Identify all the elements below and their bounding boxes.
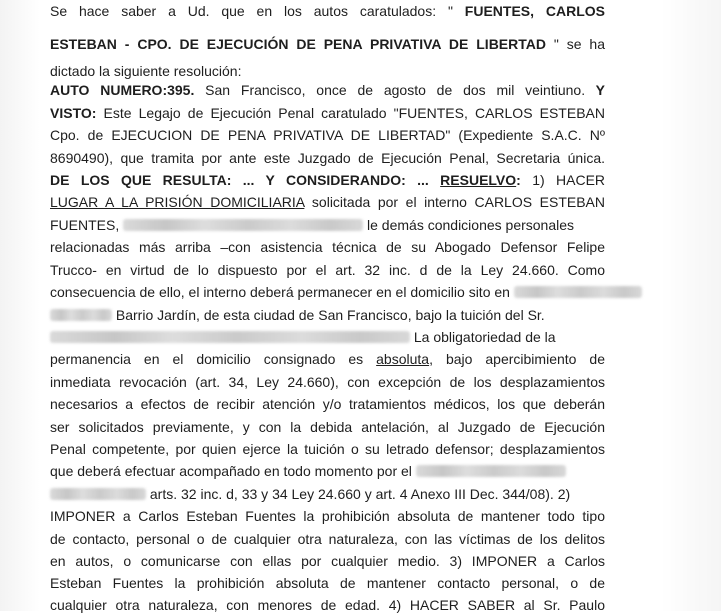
text-line: FUENTES, le demás condiciones personales <box>50 217 575 233</box>
text-line: en autos, o comunicarse con ellas por cualquier medio. 3) IMPONER a Carlos <box>50 553 605 569</box>
text-line: que deberá efectuar acompañado en todo momento por el <box>50 462 605 480</box>
redacted-block <box>50 309 112 321</box>
text-line: VISTO: Este Legajo de Ejecución Penal caratulado "FUENTES, CARLOS ESTEBAN <box>50 105 605 121</box>
redacted-block <box>416 465 566 477</box>
text-line: de contacto, personal o de cualquier otra naturaleza, con las víctimas de los delitos <box>50 531 605 547</box>
text-line: Trucco- en virtud de lo dispuesto por el art. 32 inc. d de la Ley 24.660. Como <box>50 262 605 278</box>
text-line: Penal competente, por quien ejerce la tuición o su letrado defensor; desplazamientos <box>50 441 605 457</box>
redacted-block <box>50 488 146 500</box>
text-line: dictado la siguiente resolución: <box>50 63 242 79</box>
text-line: La obligatoriedad de la <box>50 328 605 346</box>
text-line: inmediata revocación (art. 34, Ley 24.660), con excepción de los desplazamientos <box>50 374 605 390</box>
text-line: consecuencia de ello, el interno deberá permanecer en el domicilio sito en <box>50 283 605 301</box>
text-line: relacionadas más arriba –con asistencia técnica de su Abogado Defensor Felipe <box>50 239 605 255</box>
redacted-block <box>123 219 363 231</box>
text-line: IMPONER a Carlos Esteban Fuentes la prohibición absoluta de mantener todo tipo <box>50 508 605 524</box>
text-line: Barrio Jardín, de esta ciudad de San Francisco, bajo la tuición del Sr. <box>50 306 605 324</box>
text-line: arts. 32 inc. d, 33 y 34 Ley 24.660 y art. 4 Anexo III Dec. 344/08). 2) <box>50 485 605 503</box>
redacted-block <box>514 286 642 298</box>
text-line: 8690490), que tramita por ante este Juzgado de Ejecución Penal, Secretaria única. <box>50 150 605 166</box>
text-line: necesarios a efectos de recibir atención y/o tratamientos médicos, los que deberán <box>50 396 605 412</box>
text-line: ser solicitados previamente, y con la debida antelación, al Juzgado de Ejecución <box>50 419 605 435</box>
resuelvo-heading: RESUELVO <box>440 172 517 188</box>
text-line: Se hace saber a Ud. que en los autos caratulados: " FUENTES, CARLOS <box>50 3 605 19</box>
text-line: permanencia en el domicilio consignado es absoluta, bajo apercibimiento de <box>50 351 605 367</box>
text-line: Esteban Fuentes la prohibición absoluta de mantener contacto personal, o de <box>50 575 605 591</box>
text-line: cualquier otra naturaleza, con menores de edad. 4) HACER SABER al Sr. Paulo <box>50 597 605 613</box>
text-line: AUTO NUMERO:395. San Francisco, once de agosto de dos mil veintiuno. Y <box>50 82 605 98</box>
text-line: ESTEBAN - CPO. DE EJECUCIÓN DE PENA PRIVATIVA DE LIBERTAD " se ha <box>50 36 606 52</box>
redacted-block <box>50 331 410 343</box>
text-line: LUGAR A LA PRISIÓN DOMICILIARIA solicitada por el interno CARLOS ESTEBAN <box>50 194 605 210</box>
text-line: Cpo. de EJECUCION DE PENA PRIVATIVA DE LIBERTAD" (Expediente S.A.C. Nº <box>50 127 605 143</box>
text-line: DE LOS QUE RESULTA: ... Y CONSIDERANDO: ... RESUELVO: 1) HACER <box>50 172 606 188</box>
